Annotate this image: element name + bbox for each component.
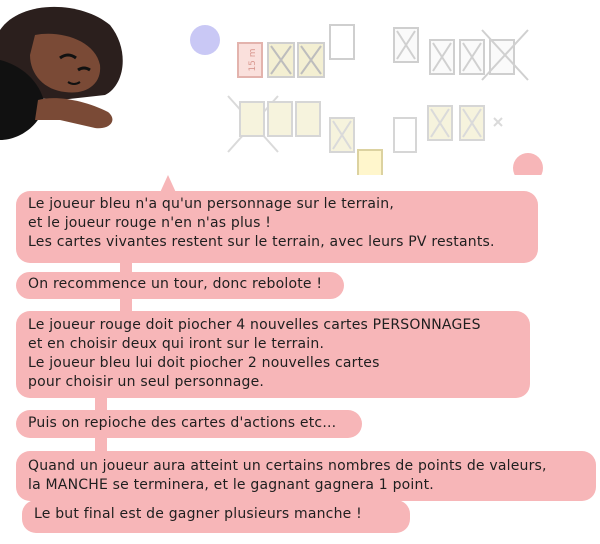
bubble-explanation-4: Puis on repioche des cartes d'actions etc... — [16, 410, 362, 438]
bubble-explanation-1: Le joueur bleu n'a qu'un personnage sur le terrain, et le joueur rouge n'en n'as plus ! Les cartes vivantes restent sur le terrain, avec leurs PV restants. — [16, 191, 538, 263]
bubble-explanation-3: Le joueur rouge doit piocher 4 nouvelles cartes PERSONNAGES et en choisir deux qui iront sur le terrain. Le joueur bleu lui doit piocher 2 nouvelles cartes pour choisir un seul personnage. — [16, 311, 530, 398]
bubble-explanation-2: On recommence un tour, donc rebolote ! — [16, 272, 344, 299]
bubble-explanation-6: Le but final est de gagner plusieurs manche ! — [22, 500, 410, 533]
score-card-label: 15 m — [248, 48, 258, 72]
bubble-explanation-5: Quand un joueur aura atteint un certains nombres de points de valeurs, la MANCHE se terminera, et le gagnant gagnera 1 point. — [16, 451, 596, 501]
